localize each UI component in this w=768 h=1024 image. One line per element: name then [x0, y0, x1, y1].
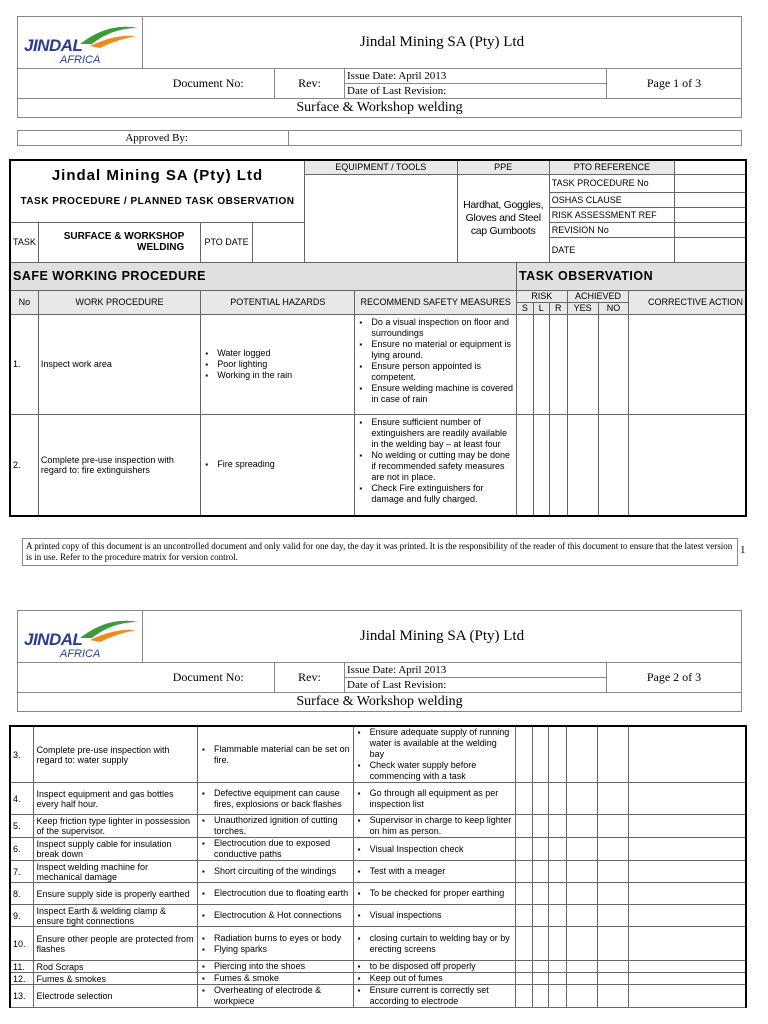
bullet-list [200, 788, 351, 810]
corrective-action-cell[interactable] [628, 973, 746, 985]
bullet-item: ▪ Ensure no material or equipment is lying around. [371, 339, 514, 361]
row-no: 11. [10, 961, 34, 973]
row-work-procedure: Inspect Earth & welding clamp & ensure tight connections [34, 905, 198, 927]
issue-date: Issue Date: April 2013 [345, 663, 607, 678]
risk-s-cell[interactable] [516, 985, 533, 1008]
row-hazards [198, 838, 354, 861]
row-measures [353, 726, 516, 783]
pto-ref-row: OSHAS CLAUSE [549, 192, 674, 207]
col-work-procedure: WORK PROCEDURE [38, 290, 200, 314]
row-measures [353, 861, 516, 883]
bullet-list [356, 973, 514, 984]
bullet-item: ▪ Poor lighting [217, 359, 352, 370]
pto-ref-row: RISK ASSESSMENT REF [549, 207, 674, 222]
risk-r-cell[interactable] [549, 985, 567, 1008]
risk-r-cell[interactable] [549, 314, 567, 414]
risk-s-cell[interactable] [516, 414, 533, 516]
row-work-procedure: Ensure other people are protected from flashes [34, 927, 198, 961]
bullet-list [200, 961, 351, 972]
achieved-no-cell[interactable] [598, 414, 629, 516]
achieved-no-cell[interactable] [598, 726, 629, 783]
risk-l-cell[interactable] [533, 927, 549, 961]
risk-r-cell[interactable] [549, 726, 567, 783]
task-label: TASK [10, 222, 38, 262]
bullet-item: ▪ Visual Inspection check [370, 844, 514, 855]
row-measures [353, 905, 516, 927]
bullet-item: ▪ Ensure welding machine is covered in case of rain [371, 383, 514, 405]
uncontrolled-copy-note: A printed copy of this document is an uncontrolled document and only valid for one day, the day it was printed. It is the responsibility of the reader of this document to ensure that the latest version is in use. Refer to the procedure matrix for version control. [22, 538, 738, 566]
row-no: 4. [10, 783, 34, 815]
table-row [10, 414, 746, 516]
pto-ref-row: DATE [549, 237, 674, 262]
row-no: 2. [10, 414, 38, 516]
bullet-item: ▪ Flammable material can be set on fire. [214, 744, 351, 766]
bullet-item: ▪ No welding or cutting may be done if recommended safety measures are not in place. [371, 450, 514, 483]
risk-l-cell[interactable] [533, 961, 549, 973]
bullet-item: ▪ Defective equipment can cause fires, explosions or back flashes [214, 788, 351, 810]
task-company-cell [10, 160, 304, 207]
bullet-item: ▪ Keep out of fumes [370, 973, 514, 984]
document-no-label: Document No: [143, 69, 275, 99]
achieved-yes-cell[interactable] [567, 783, 598, 815]
bullet-list [200, 888, 351, 899]
row-hazards [201, 314, 355, 414]
col-risk: RISK [516, 290, 567, 302]
row-work-procedure: Inspect welding machine for mechanical damage [34, 861, 198, 883]
document-no-label: Document No: [143, 663, 275, 693]
achieved-yes-cell[interactable] [567, 414, 598, 516]
row-work-procedure: Electrode selection [34, 985, 198, 1008]
achieved-yes-cell[interactable] [567, 314, 598, 414]
row-hazards [198, 726, 354, 783]
doc-header-2 [17, 610, 742, 712]
bullet-item: ▪ Ensure adequate supply of running water is available at the welding bay [370, 727, 514, 760]
company-title: Jindal Mining SA (Pty) Ltd [143, 611, 742, 663]
achieved-no-cell[interactable] [598, 961, 629, 973]
page-label: Page 2 of 3 [607, 663, 742, 693]
logo-name: JINDAL [24, 35, 83, 55]
risk-s-cell[interactable] [516, 838, 533, 861]
bullet-item: ▪ Electrocution due to floating earth [214, 888, 351, 899]
risk-s-cell[interactable] [516, 961, 533, 973]
bullet-item: ▪ Go through all equipment as per inspection list [370, 788, 514, 810]
risk-s-cell[interactable] [516, 861, 533, 883]
row-no: 12. [10, 973, 34, 985]
bullet-list [357, 417, 514, 505]
pto-ref-value [675, 207, 747, 222]
row-no: 5. [10, 815, 34, 838]
col-achieved-no: NO [598, 302, 629, 314]
risk-s-cell[interactable] [516, 883, 533, 905]
corrective-action-cell[interactable] [628, 783, 746, 815]
row-work-procedure: Inspect equipment and gas bottles every half hour. [34, 783, 198, 815]
row-hazards [198, 973, 354, 985]
achieved-no-cell[interactable] [598, 815, 629, 838]
task-spacer [10, 207, 304, 222]
risk-l-cell[interactable] [533, 883, 549, 905]
corrective-action-cell[interactable] [628, 927, 746, 961]
logo-sub: AFRICA [60, 53, 101, 66]
risk-l-cell[interactable] [533, 314, 549, 414]
last-revision: Date of Last Revision: [345, 84, 607, 99]
risk-s-cell[interactable] [516, 927, 533, 961]
doc-subtitle: Surface & Workshop welding [18, 99, 742, 118]
pto-ref-row: TASK PROCEDURE No [549, 174, 674, 192]
bullet-item: ▪ Visual inspections [370, 910, 514, 921]
bullet-item: ▪ Ensure sufficient number of extinguishers are readily available in the welding bay – at least four [371, 417, 514, 450]
achieved-yes-cell[interactable] [567, 883, 598, 905]
col-risk-l: L [533, 302, 549, 314]
bullet-item: ▪ Electrocution & Hot connections [214, 910, 351, 921]
table-row [10, 861, 746, 883]
corrective-action-cell[interactable] [628, 815, 746, 838]
table-row [10, 973, 746, 985]
row-measures [353, 927, 516, 961]
logo-name: JINDAL [24, 629, 83, 649]
pto-ref-value [675, 174, 747, 192]
bullet-item: ▪ Ensure person appointed is competent. [371, 361, 514, 383]
task-value: SURFACE & WORKSHOP WELDING [38, 222, 200, 262]
logo-cell [18, 17, 143, 69]
bullet-list [200, 866, 351, 877]
rev-label: Rev: [275, 663, 345, 693]
row-hazards [198, 883, 354, 905]
task-procedure-table [9, 159, 747, 517]
table-row [10, 838, 746, 861]
col-risk-s: S [516, 302, 533, 314]
risk-r-cell[interactable] [549, 961, 567, 973]
col-safety-measures: RECOMMEND SAFETY MEASURES [355, 290, 517, 314]
achieved-yes-cell[interactable] [567, 973, 598, 985]
bullet-item: ▪ Check water supply before commencing with a task [370, 760, 514, 782]
risk-r-cell[interactable] [549, 838, 567, 861]
bullet-list [203, 348, 352, 381]
corrective-action-cell[interactable] [628, 961, 746, 973]
pto-ref-value [675, 222, 747, 237]
row-no: 6. [10, 838, 34, 861]
corrective-action-cell[interactable] [628, 861, 746, 883]
row-work-procedure: Inspect work area [38, 314, 200, 414]
achieved-no-cell[interactable] [598, 905, 629, 927]
row-measures [353, 961, 516, 973]
col-achieved-yes: YES [567, 302, 598, 314]
table-row [10, 783, 746, 815]
corrective-action-cell[interactable] [628, 883, 746, 905]
achieved-yes-cell[interactable] [567, 726, 598, 783]
row-hazards [198, 905, 354, 927]
corrective-action-cell[interactable] [629, 314, 746, 414]
bullet-list [356, 985, 514, 1007]
risk-l-cell[interactable] [533, 726, 549, 783]
achieved-yes-cell[interactable] [567, 861, 598, 883]
row-hazards [198, 783, 354, 815]
bullet-list [356, 910, 514, 921]
page-label: Page 1 of 3 [607, 69, 742, 99]
bullet-list [200, 985, 351, 1007]
table-row [10, 815, 746, 838]
bullet-list [357, 317, 514, 405]
row-work-procedure: Inspect supply cable for insulation break down [34, 838, 198, 861]
bullet-item: ▪ Unauthorized ignition of cutting torches. [214, 815, 351, 837]
risk-l-cell[interactable] [533, 905, 549, 927]
bullet-list [356, 788, 514, 810]
row-hazards [201, 414, 355, 516]
risk-s-cell[interactable] [516, 905, 533, 927]
row-work-procedure: Fumes & smokes [34, 973, 198, 985]
risk-r-cell[interactable] [549, 883, 567, 905]
bullet-item: ▪ Water logged [217, 348, 352, 359]
pto-date-label: PTO DATE [201, 222, 253, 262]
row-measures [355, 314, 517, 414]
risk-l-cell[interactable] [533, 414, 549, 516]
pto-ref-value [675, 237, 747, 262]
row-measures [353, 883, 516, 905]
bullet-item: ▪ Do a visual inspection on floor and surroundings [371, 317, 514, 339]
risk-s-cell[interactable] [516, 783, 533, 815]
col-corrective-action: CORRECTIVE ACTION [629, 290, 746, 314]
company-title: Jindal Mining SA (Pty) Ltd [143, 17, 742, 69]
achieved-no-cell[interactable] [598, 838, 629, 861]
bullet-list [356, 727, 514, 782]
row-work-procedure: Ensure supply side is properly earthed [34, 883, 198, 905]
pto-ref-header: PTO REFERENCE [549, 160, 674, 174]
bullet-list [200, 815, 351, 837]
col-risk-r: R [549, 302, 567, 314]
table-row [10, 883, 746, 905]
ppe-value: Hardhat, Goggles, Gloves and Steel cap Gumboots [457, 174, 549, 262]
row-measures [353, 783, 516, 815]
row-measures [355, 414, 517, 516]
row-hazards [198, 961, 354, 973]
bullet-item: ▪ Test with a meager [370, 866, 514, 877]
pto-ref-blank [675, 160, 747, 174]
achieved-no-cell[interactable] [598, 861, 629, 883]
risk-r-cell[interactable] [549, 973, 567, 985]
risk-l-cell[interactable] [533, 783, 549, 815]
approved-by-row [17, 130, 742, 146]
jindal-logo [20, 18, 140, 68]
table-row [10, 905, 746, 927]
bullet-item: ▪ Fire spreading [217, 459, 352, 470]
achieved-no-cell[interactable] [598, 883, 629, 905]
risk-r-cell[interactable] [549, 861, 567, 883]
row-hazards [198, 985, 354, 1008]
pto-ref-row: REVISION No [549, 222, 674, 237]
risk-s-cell[interactable] [516, 973, 533, 985]
row-hazards [198, 927, 354, 961]
corrective-action-cell[interactable] [628, 838, 746, 861]
table-row [10, 961, 746, 973]
achieved-no-cell[interactable] [598, 973, 629, 985]
corrective-action-cell[interactable] [628, 905, 746, 927]
achieved-no-cell[interactable] [598, 314, 629, 414]
achieved-no-cell[interactable] [598, 927, 629, 961]
risk-l-cell[interactable] [533, 861, 549, 883]
bullet-list [200, 838, 351, 860]
row-no: 1. [10, 314, 38, 414]
risk-s-cell[interactable] [516, 726, 533, 783]
bullet-list [356, 933, 514, 955]
row-no: 7. [10, 861, 34, 883]
table-row [10, 314, 746, 414]
bullet-item: ▪ Radiation burns to eyes or body [214, 933, 351, 944]
risk-r-cell[interactable] [549, 927, 567, 961]
doc-subtitle: Surface & Workshop welding [18, 693, 742, 712]
risk-r-cell[interactable] [549, 815, 567, 838]
bullet-list [356, 961, 514, 972]
doc-no-label-pad [18, 69, 143, 99]
achieved-yes-cell[interactable] [567, 961, 598, 973]
task-company: Jindal Mining SA (Pty) Ltd [51, 167, 264, 184]
bullet-list [200, 744, 351, 766]
approved-by-label: Approved By: [18, 131, 289, 146]
bullet-list [356, 888, 514, 899]
corrective-action-cell[interactable] [628, 985, 746, 1008]
row-work-procedure: Rod Scraps [34, 961, 198, 973]
achieved-yes-cell[interactable] [567, 985, 598, 1008]
row-no: 8. [10, 883, 34, 905]
bullet-list [356, 844, 514, 855]
doc-header-1 [17, 16, 742, 118]
bullet-list [356, 866, 514, 877]
achieved-yes-cell[interactable] [567, 815, 598, 838]
risk-r-cell[interactable] [549, 905, 567, 927]
ppe-header: PPE [457, 160, 549, 174]
risk-l-cell[interactable] [533, 985, 549, 1008]
jindal-logo [20, 612, 140, 662]
row-no: 13. [10, 985, 34, 1008]
pto-date-value [252, 222, 304, 262]
bullet-item: ▪ Ensure current is correctly set according to electrode [370, 985, 514, 1007]
achieved-yes-cell[interactable] [567, 927, 598, 961]
bullet-item: ▪ to be disposed off properly [370, 961, 514, 972]
equipment-value [304, 174, 457, 262]
corrective-action-cell[interactable] [628, 726, 746, 783]
col-potential-hazards: POTENTIAL HAZARDS [201, 290, 355, 314]
row-measures [353, 815, 516, 838]
bullet-item: ▪ To be checked for proper earthing [370, 888, 514, 899]
task-procedure-table-continued [9, 725, 747, 1008]
issue-date: Issue Date: April 2013 [345, 69, 607, 84]
row-work-procedure: Keep friction type lighter in possession of the supervisor. [34, 815, 198, 838]
bullet-item: ▪ Flying sparks [214, 944, 351, 955]
bullet-item: ▪ closing curtain to welding bay or by erecting screens [370, 933, 514, 955]
bullet-item: ▪ Short circuiting of the windings [214, 866, 351, 877]
table-row [10, 927, 746, 961]
logo-sub: AFRICA [60, 647, 101, 660]
task-observation-heading: TASK OBSERVATION [516, 262, 746, 290]
achieved-yes-cell[interactable] [567, 838, 598, 861]
pto-ref-value [675, 192, 747, 207]
risk-l-cell[interactable] [533, 838, 549, 861]
safe-working-heading: SAFE WORKING PROCEDURE [10, 262, 516, 290]
bullet-item: ▪ Fumes & smoke [214, 973, 351, 984]
row-work-procedure: Complete pre-use inspection with regard to: fire extinguishers [38, 414, 200, 516]
bullet-item: ▪ Supervisor in charge to keep lighter on him as person. [370, 815, 514, 837]
row-hazards [198, 815, 354, 838]
row-measures [353, 985, 516, 1008]
row-no: 10. [10, 927, 34, 961]
bullet-item: ▪ Check Fire extinguishers for damage and fully charged. [371, 483, 514, 505]
last-revision: Date of Last Revision: [345, 678, 607, 693]
row-no: 3. [10, 726, 34, 783]
risk-s-cell[interactable] [516, 815, 533, 838]
achieved-no-cell[interactable] [598, 985, 629, 1008]
risk-l-cell[interactable] [533, 973, 549, 985]
bullet-item: ▪ Electrocution due to exposed conductive paths [214, 838, 351, 860]
logo-cell [18, 611, 143, 663]
doc-no-label-pad [18, 663, 143, 693]
bullet-list [203, 459, 352, 470]
bullet-list [356, 815, 514, 837]
task-subtitle: TASK PROCEDURE / PLANNED TASK OBSERVATION [20, 196, 295, 207]
row-measures [353, 973, 516, 985]
corrective-action-cell[interactable] [629, 414, 746, 516]
bullet-list [200, 910, 351, 921]
row-no: 9. [10, 905, 34, 927]
achieved-no-cell[interactable] [598, 783, 629, 815]
risk-r-cell[interactable] [549, 414, 567, 516]
bullet-item: ▪ Overheating of electrode & workpiece [214, 985, 351, 1007]
table-row [10, 726, 746, 783]
risk-l-cell[interactable] [533, 815, 549, 838]
footer-page-number: 1 [740, 544, 746, 556]
bullet-item: ▪ Working in the rain [217, 370, 352, 381]
col-no: No [10, 290, 38, 314]
table-row [10, 985, 746, 1008]
rev-label: Rev: [275, 69, 345, 99]
row-work-procedure: Complete pre-use inspection with regard to: water supply [34, 726, 198, 783]
row-measures [353, 838, 516, 861]
equipment-header: EQUIPMENT / TOOLS [304, 160, 457, 174]
bullet-item: ▪ Piercing into the shoes [214, 961, 351, 972]
approved-by-value [289, 131, 742, 146]
risk-r-cell[interactable] [549, 783, 567, 815]
risk-s-cell[interactable] [516, 314, 533, 414]
achieved-yes-cell[interactable] [567, 905, 598, 927]
row-hazards [198, 861, 354, 883]
bullet-list [200, 973, 351, 984]
col-achieved: ACHIEVED [567, 290, 629, 302]
bullet-list [200, 933, 351, 955]
